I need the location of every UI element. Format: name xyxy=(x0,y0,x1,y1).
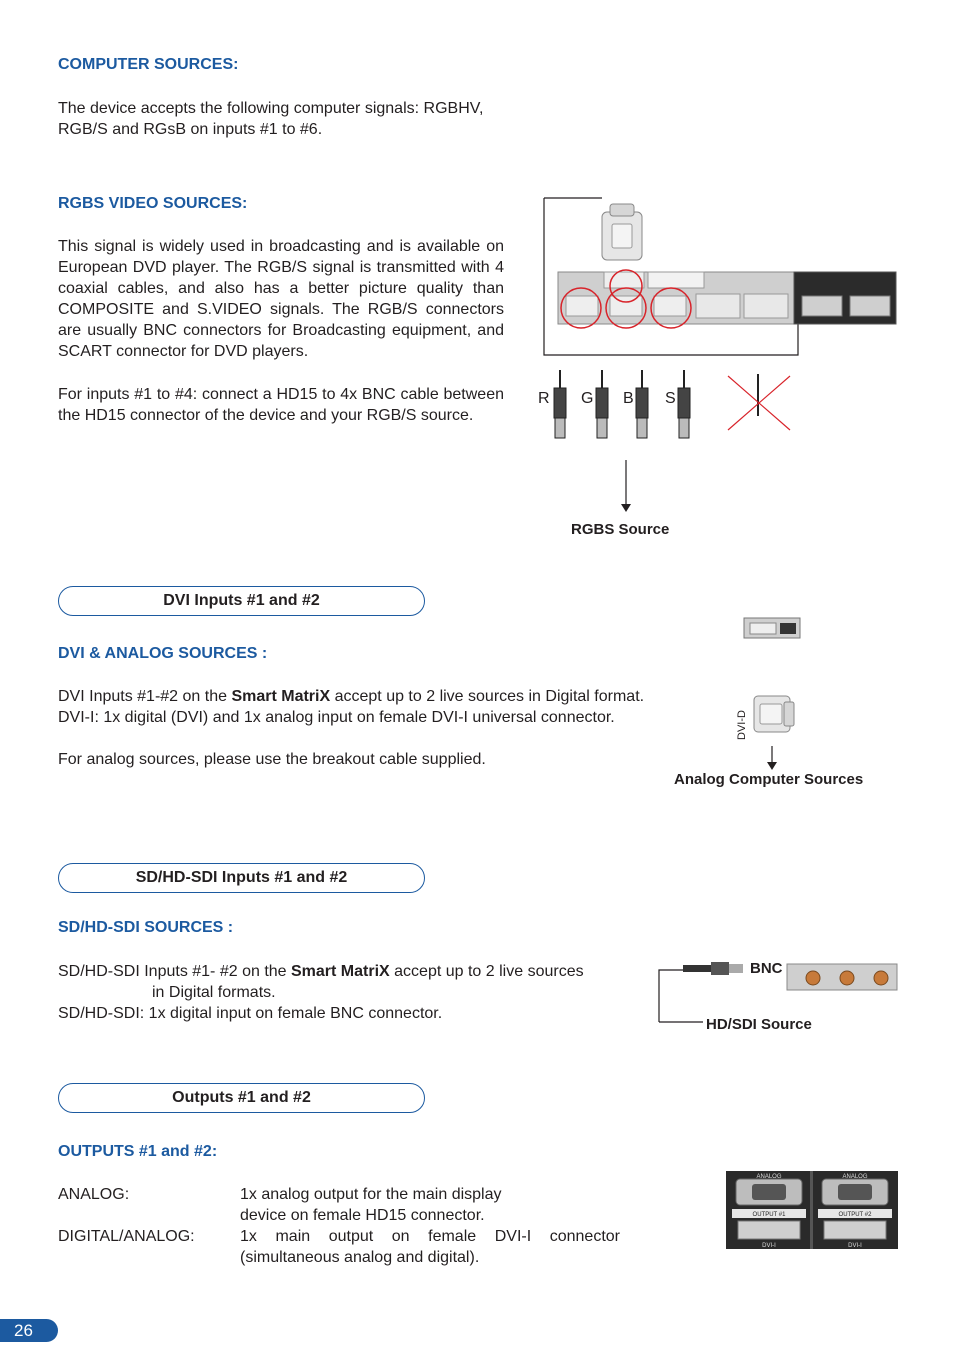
label-b: B xyxy=(623,390,634,407)
rgbs-paragraph-1: This signal is widely used in broadcasting and is available on European DVD player. The RGB/S signal is transmitted with 4 coaxial cables, and also has a better picture quality than COMPOSITE and S.VIDEO signals. The RGB/S connectors are usually BNC connectors for Broadcasting equipment, and SCART connector for DVD players. xyxy=(58,238,504,360)
bnc-cable-icon xyxy=(683,962,743,975)
hd-sdi-source-label: HD/SDI Source xyxy=(706,1016,812,1033)
panel-dvi-label-2: DVI-I xyxy=(848,1243,862,1249)
analog-computer-sources-label: Analog Computer Sources xyxy=(674,771,864,788)
panel-analog-label-2: ANALOG xyxy=(842,1174,868,1180)
digital-analog-description: 1x main output on female DVI-I connector (simultaneous analog and digital). xyxy=(240,1228,620,1266)
page-number: 26 xyxy=(0,1319,58,1342)
analog-description: 1x analog output for the main display device on female HD15 connector. xyxy=(240,1186,502,1224)
bnc-label: BNC xyxy=(750,960,783,977)
hd15-plug-icon xyxy=(602,204,642,260)
rear-panel-icon xyxy=(558,270,896,328)
dvi-inputs-pill: DVI Inputs #1 and #2 xyxy=(58,586,425,616)
label-g: G xyxy=(581,390,594,407)
dvi-plug-icon xyxy=(754,696,794,732)
panel-analog-label-1: ANALOG xyxy=(756,1174,782,1180)
dvi-analog-heading: DVI & ANALOG SOURCES : xyxy=(58,645,268,662)
outputs-heading: OUTPUTS #1 and #2: xyxy=(58,1143,218,1160)
sdi-inputs-pill: SD/HD-SDI Inputs #1 and #2 xyxy=(58,863,425,893)
analog-term: ANALOG: xyxy=(58,1186,130,1203)
digital-analog-term: DIGITAL/ANALOG: xyxy=(58,1228,195,1245)
panel-output-1-label: OUTPUT #1 xyxy=(752,1212,786,1218)
rgbs-paragraph-2: For inputs #1 to #4: connect a HD15 to 4x BNC cable between the HD15 connector of the device and your RGB/S source. xyxy=(58,386,504,424)
sdi-heading: SD/HD-SDI SOURCES : xyxy=(58,919,234,936)
dvi-d-label: DVI-D xyxy=(736,710,748,740)
label-r: R xyxy=(538,390,550,407)
sdi-panel-icon xyxy=(787,964,897,990)
computer-sources-text: The device accepts the following computer signals: RGBHV, RGB/S and RGsB on inputs #1 to #6. xyxy=(58,100,484,138)
label-s: S xyxy=(665,390,676,407)
panel-output-2-label: OUTPUT #2 xyxy=(838,1212,872,1218)
dvi-connection-diagram xyxy=(730,612,820,772)
dvi-text: DVI Inputs #1-#2 on the Smart MatriX accept up to 2 live sources in Digital format. DVI-I: 1x digital (DVI) and 1x analog input on female DVI-I universal connector. For analog sources, please use the breakout cable supplied. xyxy=(58,688,645,768)
rgbs-connection-diagram xyxy=(530,190,910,540)
rgbs-source-label: RGBS Source xyxy=(571,521,670,538)
computer-sources-heading: COMPUTER SOURCES: xyxy=(58,56,239,73)
rgbs-heading: RGBS VIDEO SOURCES: xyxy=(58,195,248,212)
outputs-pill: Outputs #1 and #2 xyxy=(58,1083,425,1113)
sdi-text: SD/HD-SDI Inputs #1- #2 on the Smart MatriX accept up to 2 live sources in Digital formats. SD/HD-SDI: 1x digital input on female BNC connector. xyxy=(58,963,584,1022)
panel-dvi-label-1: DVI-I xyxy=(762,1243,776,1249)
outputs-panel-icon xyxy=(726,1171,898,1249)
